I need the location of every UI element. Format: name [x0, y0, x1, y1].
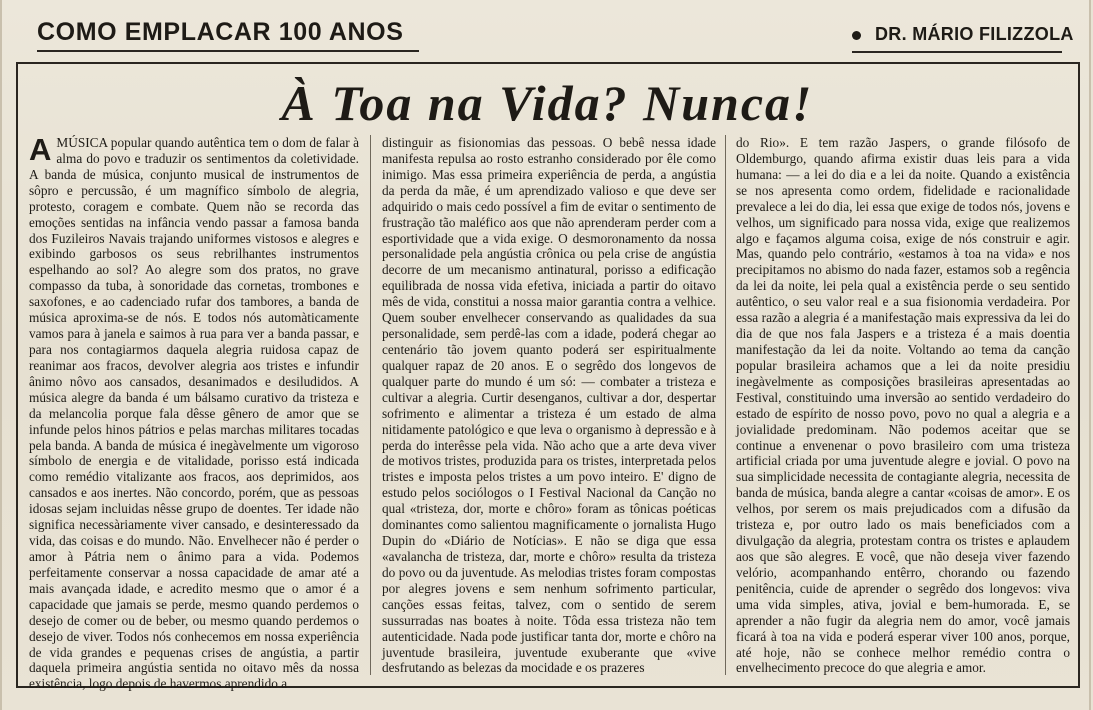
column-divider: [370, 135, 371, 675]
headline: À Toa na Vida? Nunca!: [281, 75, 814, 131]
drop-cap: A: [29, 132, 52, 167]
article-column-3: [736, 135, 1070, 675]
article-column-2: [382, 135, 716, 675]
article-column-1: [29, 132, 359, 692]
author-name: DR. MÁRIO FILIZZOLA: [875, 24, 1074, 44]
author-byline: [852, 24, 1074, 53]
bullet-icon: [852, 31, 861, 40]
column-3-body: do Rio». E tem razão Jaspers, o grande filósofo de Oldemburgo, quando afirma existir duas leis para a vida humana: — a lei do dia e a lei da noite. Quando a existência se nos apresenta como ordem, fidelidade e racionalidade prevalece a lei do dia, lei essa que exige de todos nós, jovens e velhos, um significado para nossa vida, exige que realizemos algo e façamos alguma coisa, exige de nós construir e agir. Mas, quando pelo contrário, «estamos à toa na vida» e nos precipitamos no abismo do nada fazer, estamos sob a regência da lei da noite, lei pela qual a existência perde o seu sentido autêntico, o seu valor real e a sua fisionomia verdadeira. Por essa razão a alegria é a manifestação mais expressiva da lei do dia de que nos fala Jaspers e a tristeza é a mais doentia manifestação da lei da noite. Voltando ao tema da canção popular brasileira achamos que a lei da noite presidiu inegàvelmente as composições brasileiras apresentadas ao Festival, constituindo uma inversão ao sentido verdadeiro do estado de espírito de nosso povo, povo no qual a alegria e a jovialidade predominam. Não podemos aceitar que se continue a envenenar o povo brasileiro com uma tristeza artificial criada por uma juventude alegre e jovial. O povo na sua simplicidade necessita de contagiante alegria, necessita de banda de música, banda alegre a cantar «coisas de amor». E os velhos, por serem os mais prejudicados com a difusão da tristeza e, por outro lado os mais beneficiados com a divulgação da alegria, protestam contra os tristes e aplaudem aos que são alegres. E você, que não deseja viver fazendo velório, acompanhando entêrro, chorando ou fazendo penitência, cuide de aprender o segrêdo dos longevos: viva uma vida simples, ativa, jovial e bem-humorada. E, se aprender a não fugir da alegria nem do amor, você jamais ficará à toa na vida e poderá esperar viver 100 anos, porque, até hoje, não se conhece melhor remédio contra o envelhecimento precoce do que alegria e amor.: [736, 135, 1070, 676]
column-2-body: distinguir as fisionomias das pessoas. O bebê nessa idade manifesta repulsa ao rosto estranho considerado por êle como inimigo. Mas essa primeira experiência de perda, a angústia da perda da mãe, é um aprendizado valioso e que deve ser adquirido o mais cedo possível a fim de evitar o sentimento de frustração tão maléfico aos que não aprenderam perder com a esportividade que a vida exige. O desmoronamento da nossa personalidade pela angústia crônica ou pela crise de angústia decorre de um mecanismo antinatural, porisso a edificação equilibrada de nossa vida efetiva, iniciada a partir do oitavo mês de vida, constitui a nossa maior garantia contra a velhice. Quem souber envelhecer conservando as qualidades da sua personalidade, sem perdê-las com a idade, poderá chegar ao centenário tão jovem quanto poderá ser espiritualmente qualquer rapaz de 20 anos. E o segrêdo dos longevos de qualquer parte do mundo é um só: — combater a tristeza e cultivar a alegria. Curtir desenganos, cultivar a dor, despertar sofrimento e alimentar a tristeza é um estado de alma nitidamente patológico e que leva o organismo à depressão e à perda do interêsse pela vida. Não acho que a arte deva viver de motivos tristes, produzida para os tristes, interpretada pelos tristes e imposta pelos tristes a um povo inteiro. E' digno de estudo pelos sociólogos o I Festival Nacional da Canção no qual «tristeza, dor, morte e chôro» foram as tônicas poéticas dominantes como salientou magnificamente o jornalista Hugo Dupin do «Diário de Notícias». E não se diga que essa «avalancha de tristeza, dar, morte e chôro» resulta da tristeza do povo ou da juventude. As melodias tristes foram compostas por alegres jovens e sem nenhum sofrimento particular, canções essas feitas, talvez, com o sentido de serem sussurradas nas boates à noite. Tôda essa tristeza não tem autenticidade. Nada pode justificar tanta dor, morte e chôro na juventude brasileira, juventude exuberante que «vive desfrutando as belezas da mocidade e os prazeres: [382, 135, 716, 676]
column-1-body: MÚSICA popular quando autêntica tem o dom de falar à alma do povo e traduzir os sentimentos da coletividade. A banda de música, conjunto musical de instrumentos de sôpro e percussão, é um magnífico símbolo de alegria, protesto, coragem e combate. Quem não se recorda das emoções sentidas na infância vendo passar a famosa banda dos Fuzileiros Navais trajando uniformes vistosos e alegres e exibindo garbosos os seus rebrilhantes instrumentos espelhando ao sol? Ao alegre som dos pratos, no grave compasso da tuba, à sonoridade das cornetas, trombones e saxofones, e ao cadenciado rufar dos tambores, a banda de música aproxima-se de nós. E todos nós automàticamente vamos para à janela e saimos à rua para ver a banda passar, e para nos contagiarmos daquela alegria ruidosa capaz de reanimar aos fracos, devolver alegria aos tristes e infundir ânimo nôvo aos cansados, desanimados e desiludidos. A música alegre da banda é um bálsamo curativo da tristeza e da melancolia porque fala dêsse gênero de amor que se infunde pelos hinos pátrios e pelas marchas militares tocadas pela banda. A banda de música é inegàvelmente um vigoroso símbolo de energia e de vitalidade, porisso está indicada como remédio vitalizante aos fracos, aos deprimidos, aos cansados e aos inertes. Não concordo, porém, que as pessoas idosas sejam incluidas nêsse grupo de doentes. Ter idade não significa necessàriamente viver cansado, e desinteressado da vida, das coisas e do mundo. Não. Envelhecer não é perder o amor à Pátria nem o ânimo para a vida. Podemos perfeitamente conservar a nossa capacidade de amar até a mais avançada idade, e acredito mesmo que o amor é a capacidade que jamais se perde, mesmo quando perdemos o desejo de comer ou de beber, ou mesmo quando perdemos o desejo de viver. Todos nós conhecemos em nossa experiência de vida grandes e pequenas crises de angústia, a partir daquela primeira angústia sentida no oitavo mês da nossa existência, logo depois de havermos aprendido a: [29, 135, 359, 692]
column-1-text: [29, 132, 359, 692]
series-title: COMO EMPLACAR 100 ANOS: [37, 18, 419, 52]
column-divider: [725, 135, 726, 675]
